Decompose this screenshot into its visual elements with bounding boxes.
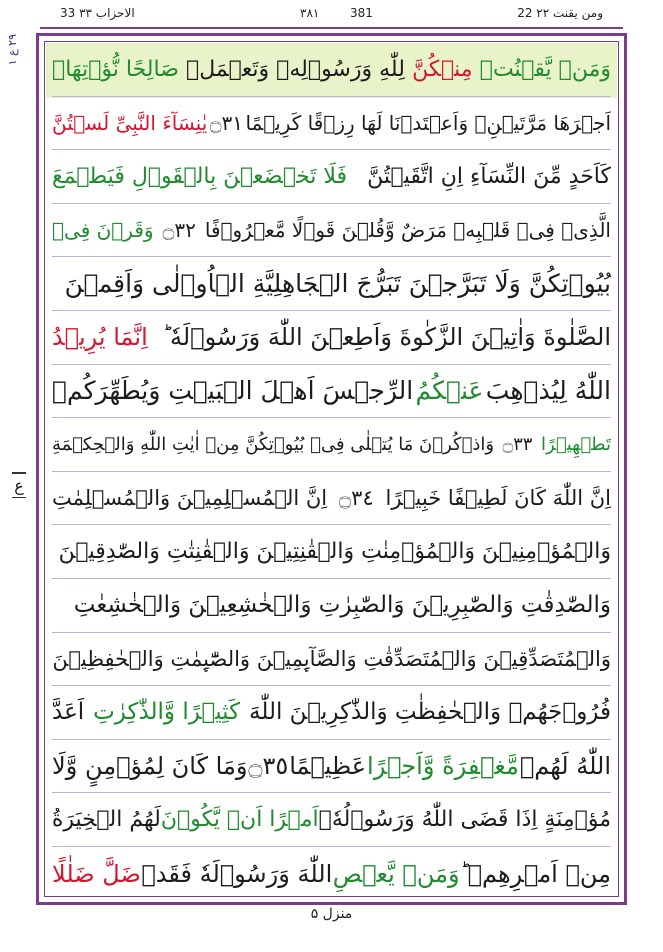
verse-segment: اللّٰهَ وَرَسُوۡلَهٗ فَقَدۡ (141, 859, 333, 888)
verse-segment: مِنۡكُنَّ (412, 56, 473, 82)
verse-segment: ۝٣٤ (338, 486, 374, 511)
verse-segment: اَعَدَّ (52, 699, 85, 726)
verse-lines (52, 43, 611, 901)
verse-segment: لَهُمُ الۡخِيَرَةُ (52, 807, 161, 833)
verse-segment: اللّٰهُ لِيُذۡهِبَ (485, 376, 611, 406)
verse-segment: مَّغۡفِرَةً وَّاَجۡرًا (367, 752, 519, 781)
verse-line (52, 472, 611, 526)
verse-segment: كَاَحَدٍ مِّنَ النِّسَآءِ اِنِ اتَّقَيۡتُنَّ (367, 163, 611, 189)
verse-segment: ضَلَّ ضَلٰلًا (52, 859, 141, 888)
verse-segment: وَقَرۡنَ فِىۡ (52, 218, 154, 243)
verse-segment: الَّذِىۡ فِىۡ قَلۡبِهٖ مَرَضٌ وَّقُلۡنَ قَوۡلًا مَّعۡرُوۡفًا (204, 218, 611, 243)
verse-segment: تَطۡهِيۡرًا (540, 433, 611, 455)
ruku-marker (8, 470, 30, 500)
margin-note: ٢٩ ع ١ (6, 34, 19, 66)
verse-segment: فُرُوۡجَهُمۡ وَالۡحٰفِظٰتِ وَالذّٰكِرِيۡنَ اللّٰهَ (249, 699, 611, 726)
verse-segment: ۝٣١ (209, 110, 243, 135)
verse-segment: عَظِيۡمًا (289, 752, 367, 781)
verse-segment: اَمۡرًا اَنۡ يَّكُوۡنَ (160, 807, 319, 833)
verse-segment: الرِّجۡسَ اَهۡلَ الۡبَيۡتِ وَيُطَهِّرَكُمۡ (52, 376, 414, 406)
header-divider (40, 27, 623, 29)
verse-segment: مِنۡ اَمۡرِهِمۡ ؕ (460, 859, 611, 888)
verse-line (52, 97, 611, 151)
verse-segment: ۝٣٣ (502, 433, 533, 455)
verse-line (52, 686, 611, 740)
verse-segment: اِنَّ الۡمُسۡلِمِيۡنَ وَالۡمُسۡلِمٰتِ (52, 486, 328, 511)
verse-segment: اِنَّ اللّٰهَ كَانَ لَطِيۡفًا خَبِيۡرًا (385, 486, 611, 511)
verse-segment: وَالصّٰدِقٰتِ وَالصّٰبِرِيۡنَ وَالصّٰبِرٰتِ وَالۡخٰشِعِيۡنَ وَالۡخٰشِعٰتِ (73, 592, 611, 619)
page-number-arabic: ٣٨١ (300, 6, 320, 20)
verse-line (52, 793, 611, 847)
page-header (60, 6, 603, 26)
verse-segment: يٰنِسَآءَ النَّبِىِّ لَسۡتُنَّ (52, 110, 208, 135)
verse-segment: صَالِحًا نُّؤۡتِهَاۤ (52, 56, 179, 82)
verse-segment: اِنَّمَا يُرِيۡدُ (52, 323, 148, 352)
verse-line (52, 579, 611, 633)
ruku-line-top (12, 472, 26, 474)
verse-segment: وَمَا كَانَ لِمُؤۡمِنٍ وَّلَا (52, 752, 248, 781)
verse-line (52, 847, 611, 901)
verse-line (52, 418, 611, 472)
verse-segment: عَنۡكُمُ (415, 376, 484, 406)
verse-line (52, 525, 611, 579)
verse-segment: وَمَنۡ يَّعۡصِ (332, 859, 460, 888)
juz-label: 22 ومن يقنت ٢٢ (517, 6, 603, 20)
verse-line (52, 204, 611, 258)
verse-segment: الصَّلٰوةَ وَاٰتِيۡنَ الزَّكٰوةَ وَاَطِعۡنَ اللّٰهَ وَرَسُوۡلَهٗ ؕ (162, 323, 611, 352)
surah-label: 33 الاحزاب ٣٣ (60, 6, 135, 20)
verse-segment: فَلَا تَخۡضَعۡنَ بِالۡقَوۡلِ فَيَطۡمَعَ (52, 163, 348, 189)
verse-segment: لِلّٰهِ وَرَسُوۡلِهٖ وَتَعۡمَلۡ (186, 56, 405, 82)
verse-segment: وَالۡمُتَصَدِّقِيۡنَ وَالۡمُتَصَدِّقٰتِ وَالصَّآٮِٕمِيۡنَ وَالصّٰٓٮِٕمٰتِ وَالۡحٰفِظِيۡنَ (52, 646, 611, 671)
verse-segment: وَاذۡكُرۡنَ مَا يُتۡلٰى فِىۡ بُيُوۡتِكُنَّ مِنۡ اٰيٰتِ اللّٰهِ وَالۡحِكۡمَةِ (52, 433, 495, 455)
verse-segment: اللّٰهُ لَهُمۡ (519, 752, 611, 781)
verse-line (52, 257, 611, 311)
verse-segment: ۝٣٢ (162, 218, 196, 243)
verse-segment: وَالۡمُؤۡمِنِيۡنَ وَالۡمُؤۡمِنٰتِ وَالۡقٰنِتِيۡنَ وَالۡقٰنِتٰتِ وَالصّٰدِقِيۡنَ (58, 539, 611, 565)
verse-segment: ۝٣٥ (248, 752, 289, 781)
ruku-symbol: ع (14, 475, 24, 495)
verse-line (52, 365, 611, 419)
verse-segment: مُؤۡمِنَةٍ اِذَا قَضَى اللّٰهُ وَرَسُوۡلُهٗۤ (318, 807, 611, 833)
verse-segment: بُيُوۡتِكُنَّ وَلَا تَبَرَّجۡنَ تَبَرُّجَ الۡجَاهِلِيَّةِ الۡاُوۡلٰى وَاَقِمۡنَ (64, 269, 611, 299)
verse-line (52, 150, 611, 204)
verse-line (52, 740, 611, 794)
verse-segment: كَثِيۡرًا وَّالذّٰكِرٰتِ (93, 699, 241, 726)
verse-line (52, 633, 611, 687)
verse-line (52, 43, 611, 97)
page-number: 381 (350, 6, 373, 20)
verse-line (52, 311, 611, 365)
ruku-line-bottom (12, 497, 26, 499)
manzil-footer: منزل ۵ (310, 906, 353, 922)
verse-segment: وَمَنۡ يَّقۡنُتۡ (479, 56, 611, 82)
verse-segment: اَجۡرَهَا مَرَّتَيۡنِۙ وَاَعۡتَدۡنَا لَهَا رِزۡقًا كَرِيۡمًا (245, 110, 611, 135)
